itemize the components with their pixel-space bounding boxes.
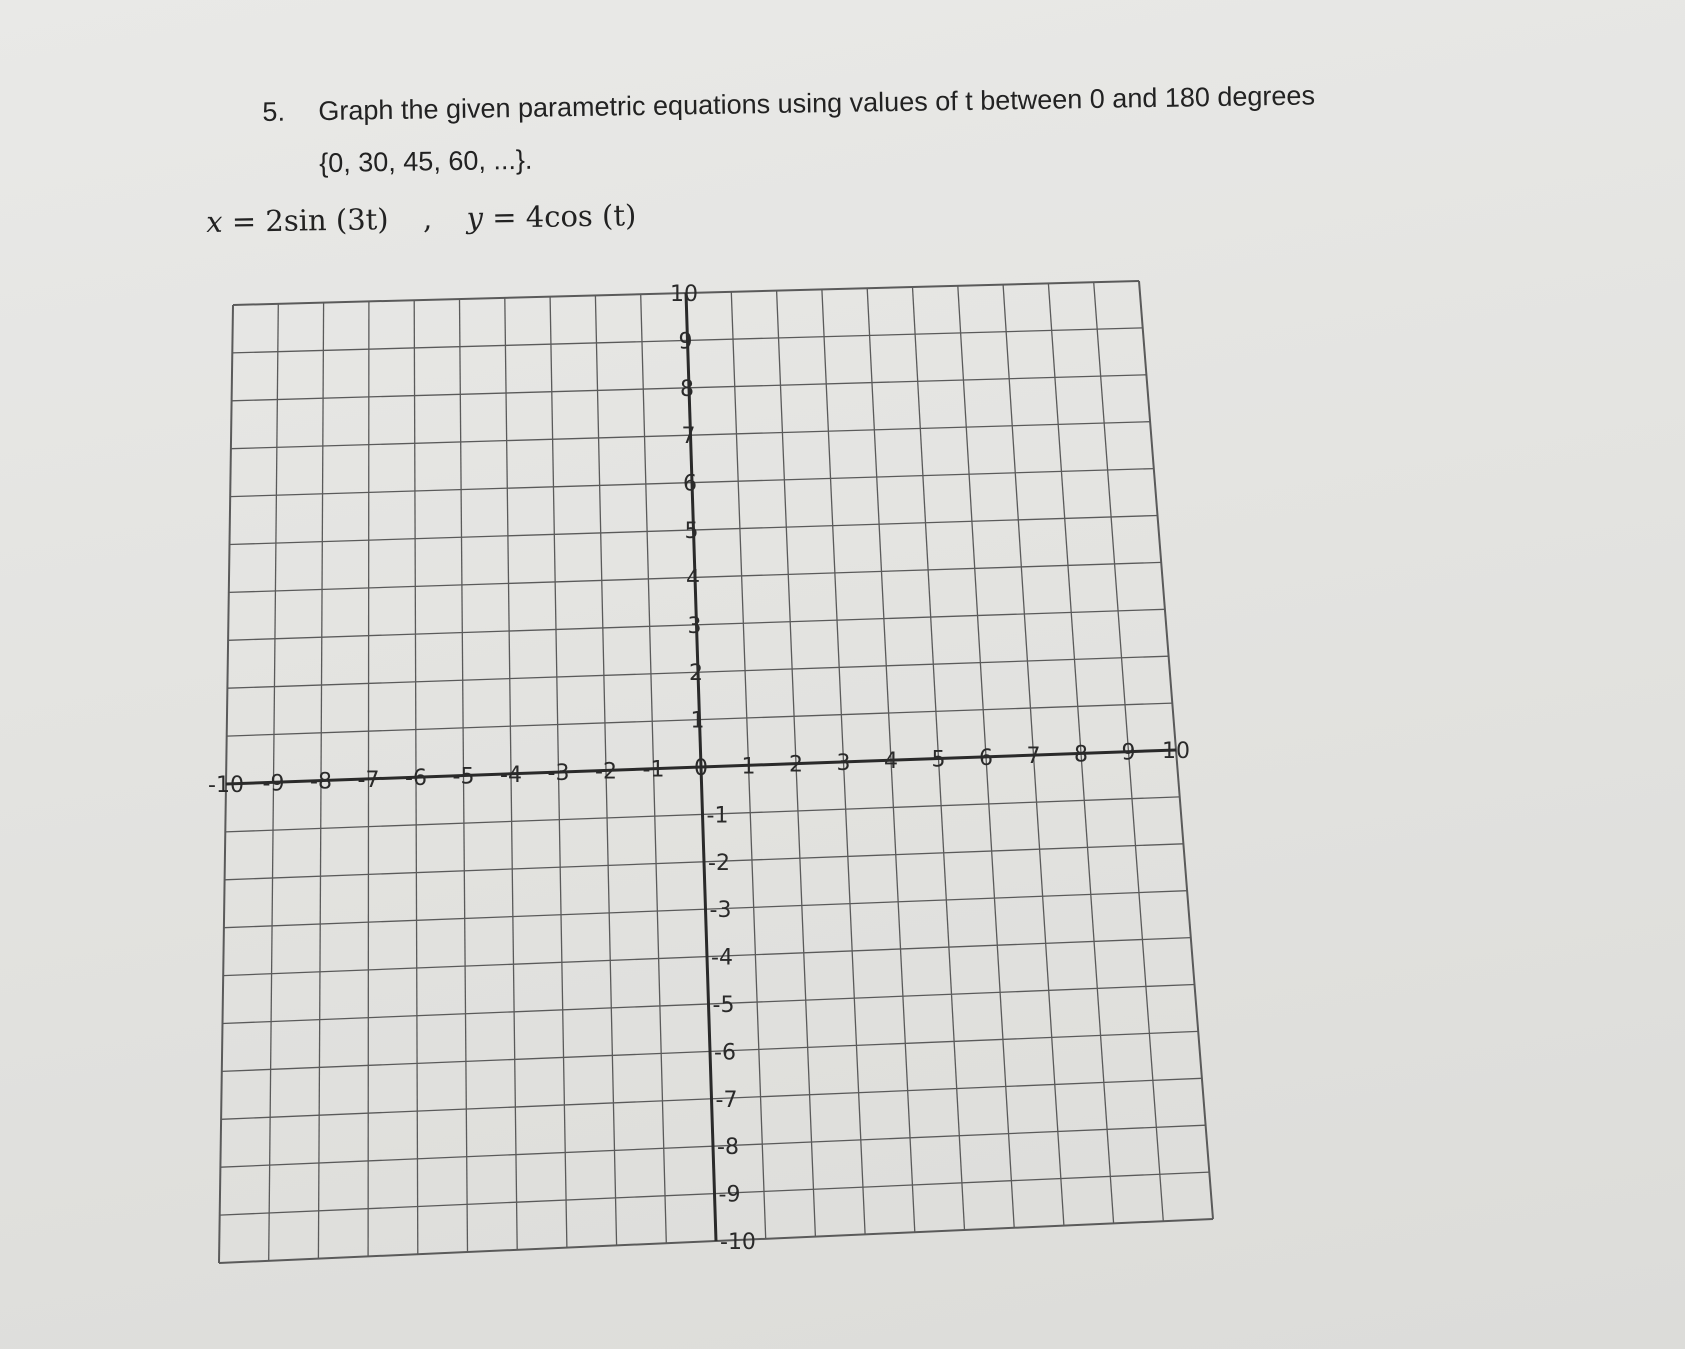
y-tick-label: 8	[680, 376, 694, 402]
y-tick-label: 7	[681, 424, 696, 450]
x-tick-label: 10	[1162, 739, 1190, 764]
y-tick-label: -7	[715, 1087, 738, 1113]
y-tick-label: 6	[683, 471, 697, 497]
x-tick-label: -10	[208, 773, 244, 798]
x-tick-label: -1	[642, 757, 665, 783]
x-tick-label: 4	[884, 749, 898, 775]
y-tick-label: -4	[711, 945, 733, 971]
x-tick-label: 7	[1026, 744, 1041, 770]
x-tick-label: 8	[1074, 742, 1088, 768]
parametric-equations: x = 2sin (3t) , y = 4cos (t)	[206, 198, 637, 239]
x-tick-label: -6	[405, 766, 427, 792]
question-number: 5.	[262, 96, 286, 127]
y-tick-label: 1	[690, 708, 705, 734]
y-tick-label: 5	[684, 519, 699, 544]
y-tick-label: 4	[686, 566, 700, 592]
x-tick-label: 3	[836, 750, 851, 776]
y-tick-label: -3	[709, 898, 732, 924]
x-equation: 2sin (3t)	[265, 202, 389, 239]
question-value-set: {0, 30, 45, 60, ...}.	[318, 144, 533, 179]
equation-separator: ,	[422, 201, 433, 236]
y-tick-label: -6	[714, 1040, 736, 1066]
x-tick-label: 9	[1121, 740, 1136, 766]
y-tick-label: -10	[720, 1230, 756, 1255]
y-tick-label: -8	[717, 1135, 739, 1161]
y-tick-label: -2	[708, 850, 730, 876]
x-tick-label: -2	[595, 759, 617, 785]
y-tick-label: -9	[718, 1182, 741, 1208]
x-tick-label: -9	[262, 771, 285, 797]
y-equation: 4cos (t)	[525, 198, 637, 234]
x-tick-label: 5	[931, 747, 946, 773]
y-tick-label: 2	[689, 661, 703, 687]
x-tick-label: 6	[979, 745, 993, 771]
x-variable: x	[206, 204, 223, 239]
x-tick-label: 1	[741, 754, 756, 780]
y-tick-label: 10	[670, 282, 698, 307]
y-tick-label: -1	[706, 803, 729, 829]
x-tick-label: -7	[357, 767, 380, 793]
question-prompt: Graph the given parametric equations using values of t between 0 and 180 degrees	[318, 80, 1316, 127]
x-tick-label: 2	[789, 752, 803, 778]
y-variable: y	[466, 200, 484, 235]
y-tick-label: 3	[687, 613, 702, 639]
y-tick-label: 9	[678, 329, 693, 355]
x-tick-label: -5	[452, 764, 475, 790]
x-tick-label: -8	[310, 769, 332, 795]
x-tick-label: 0	[694, 756, 708, 781]
y-tick-label: -5	[712, 993, 735, 1018]
x-tick-label: -4	[500, 762, 522, 788]
x-tick-label: -3	[547, 761, 570, 787]
